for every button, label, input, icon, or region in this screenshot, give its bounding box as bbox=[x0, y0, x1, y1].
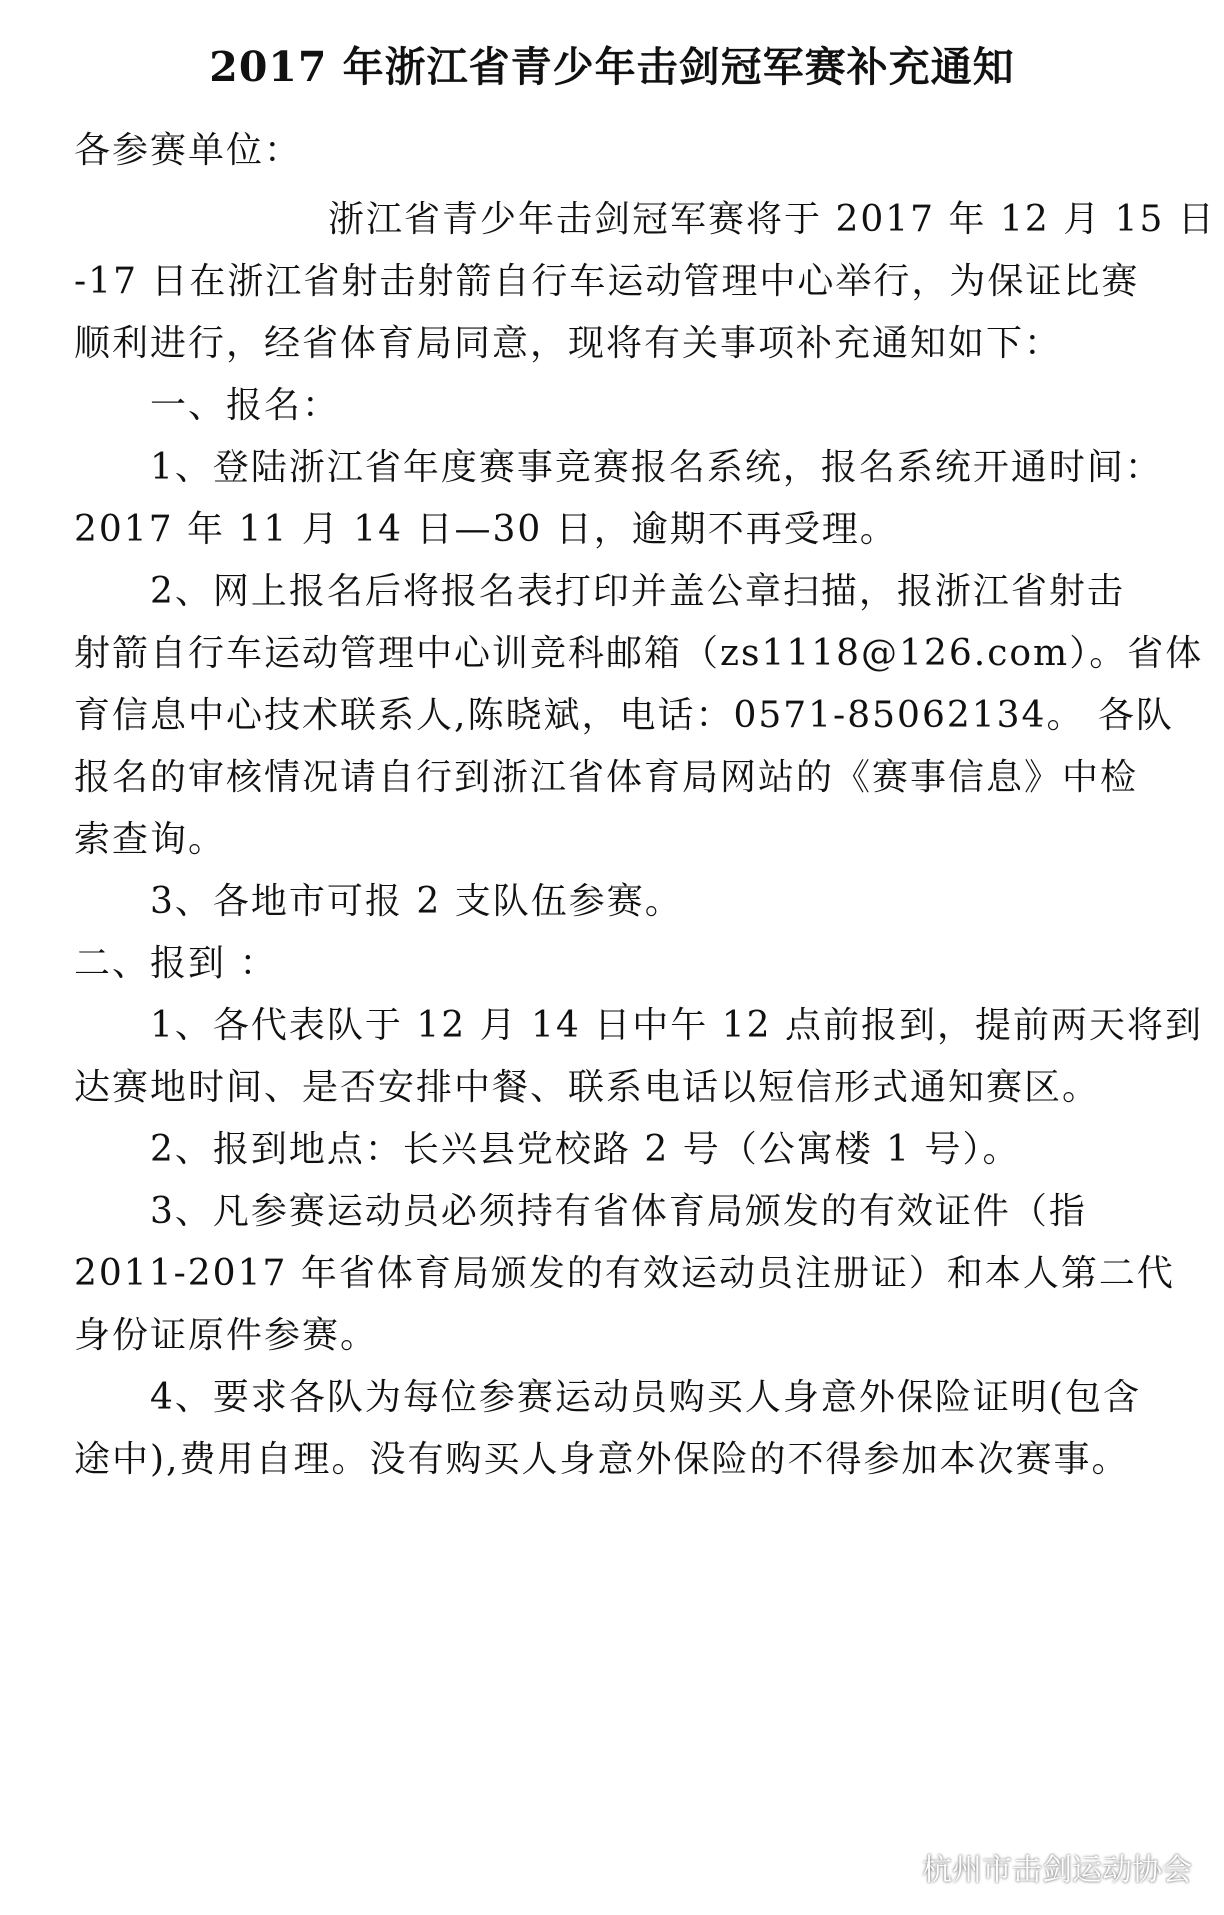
section-2-item-4-line-1: 4、要求各队为每位参赛运动员购买人身意外保险证明(包含 bbox=[150, 1377, 1141, 1418]
intro-line-1: 浙江省青少年击剑冠军赛将于 2017 年 12 月 15 日 bbox=[328, 199, 1216, 240]
section-1-item-2-line-5: 索查询。 bbox=[74, 819, 227, 860]
section-2-item-1-line-2: 达赛地时间、是否安排中餐、联系电话以短信形式通知赛区。 bbox=[74, 1067, 1101, 1108]
intro-line-2: -17 日在浙江省射击射箭自行车运动管理中心举行，为保证比赛 bbox=[74, 261, 1140, 302]
page-title: 2017 年浙江省青少年击剑冠军赛补充通知 bbox=[209, 43, 1015, 91]
intro-line-3: 顺利进行，经省体育局同意，现将有关事项补充通知如下： bbox=[74, 323, 1063, 364]
section-1-item-2-line-4: 报名的审核情况请自行到浙江省体育局网站的《赛事信息》中检 bbox=[74, 757, 1139, 798]
section-2-item-1-line-1: 1、各代表队于 12 月 14 日中午 12 点前报到，提前两天将到 bbox=[150, 1005, 1203, 1046]
section-1-item-2-line-2: 射箭自行车运动管理中心训竞科邮箱（zs1118@126.com）。省体 bbox=[74, 633, 1204, 674]
section-1-item-2-line-1: 2、网上报名后将报名表打印并盖公章扫描，报浙江省射击 bbox=[150, 571, 1125, 612]
section-1-item-3: 3、各地市可报 2 支队伍参赛。 bbox=[150, 881, 683, 922]
section-2-item-3-line-3: 身份证原件参赛。 bbox=[74, 1315, 379, 1356]
section-1-item-1-line-2: 2017 年 11 月 14 日—30 日，逾期不再受理。 bbox=[74, 509, 898, 550]
section-2-heading: 二、报到 ： bbox=[74, 943, 278, 984]
section-1-item-1-line-1: 1、登陆浙江省年度赛事竞赛报名系统，报名系统开通时间： bbox=[150, 447, 1163, 488]
section-1-heading: 一、报名： bbox=[150, 385, 341, 426]
section-2-item-4-line-2: 途中),费用自理。没有购买人身意外保险的不得参加本次赛事。 bbox=[74, 1439, 1130, 1480]
section-1-item-2-line-3: 育信息中心技术联系人,陈晓斌，电话：0571-85062134。 各队 bbox=[74, 695, 1174, 736]
watermark-text: 杭州市击剑运动协会 bbox=[922, 1853, 1192, 1888]
salutation: 各参赛单位： bbox=[74, 130, 303, 171]
wechat-icon bbox=[876, 1852, 912, 1882]
watermark bbox=[876, 1845, 1192, 1889]
section-2-item-3-line-2: 2011-2017 年省体育局颁发的有效运动员注册证）和本人第二代 bbox=[74, 1253, 1175, 1294]
section-2-item-3-line-1: 3、凡参赛运动员必须持有省体育局颁发的有效证件（指 bbox=[150, 1191, 1087, 1232]
section-2-item-2: 2、报到地点：长兴县党校路 2 号（公寓楼 1 号）。 bbox=[150, 1129, 1021, 1170]
